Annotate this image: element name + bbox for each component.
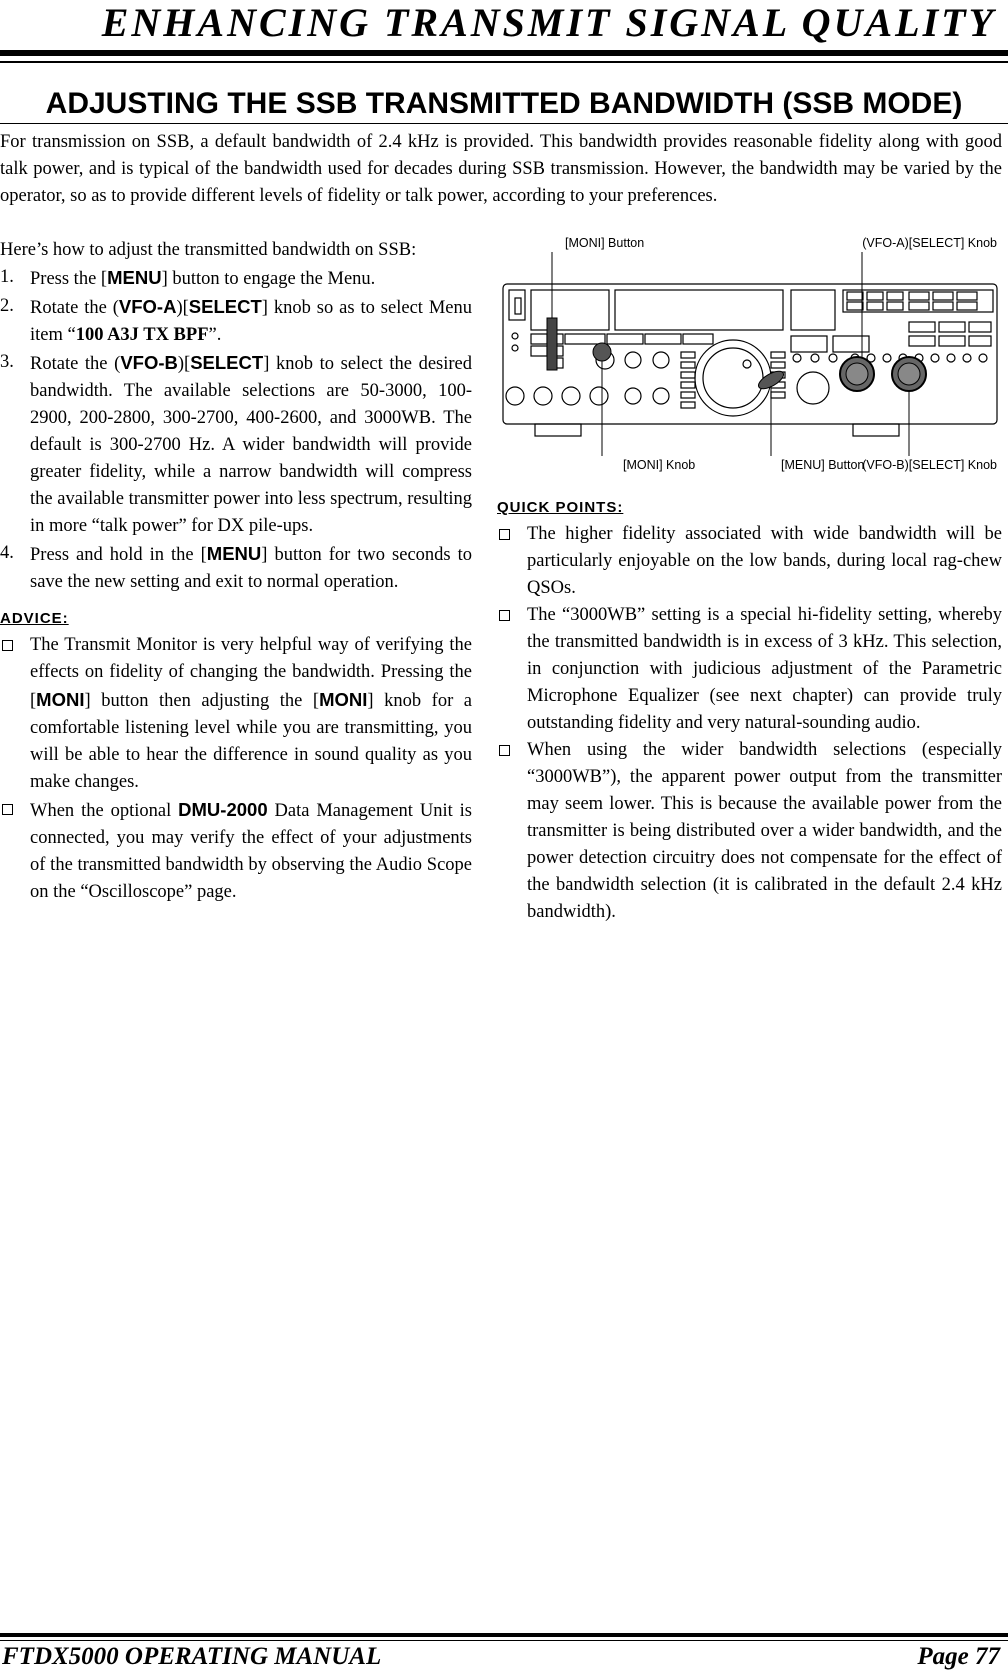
step-4: 4. Press and hold in the [MENU] button for two seconds to save the new setting and exit to normal operation. <box>0 543 472 592</box>
checkbox-icon <box>2 640 13 651</box>
advice-item: The Transmit Monitor is very helpful way of verifying the effects on fidelity of changing the bandwidth. Pressing the [MONI] button then adjusting the [MONI] knob for a comfortable listening level while you are transmitting, you will be able to hear the difference in sound quality as you make changes. <box>0 632 472 796</box>
callout-vfoa-knob: (VFO-A)[SELECT] Knob <box>862 236 997 250</box>
callout-moni-knob: [MONI] Knob <box>623 458 696 472</box>
meter <box>531 290 609 330</box>
section-title: ADJUSTING THE SSB TRANSMITTED BANDWIDTH (SSB MODE) <box>45 87 963 120</box>
checkbox-icon <box>499 745 510 756</box>
transceiver-drawing <box>495 248 1005 483</box>
footer-rule-thin <box>0 1640 1008 1641</box>
steps-list <box>0 264 472 596</box>
howto-lead: Here’s how to adjust the transmitted bandwidth on SSB: <box>0 240 417 260</box>
quick-point-item: When using the wider bandwidth selections (especially “3000WB”), the apparent power output from the transmitter may seem lower. This is because the available power from the transmitter is being distributed over a wider bandwidth, and the power detection circuitry does not compensate for the effect of the bandwidth selection (it is calibrated in the default 2.4 kHz bandwidth). <box>497 737 1002 926</box>
main-dial <box>695 340 771 416</box>
quick-points-heading: QUICK POINTS: <box>497 499 624 516</box>
power-switch <box>509 290 525 320</box>
checkbox-icon <box>2 804 13 815</box>
quick-points-list <box>497 521 1002 926</box>
page-title: ENHANCING TRANSMIT SIGNAL QUALITY <box>101 0 996 45</box>
radio-front-panel-diagram <box>495 236 1005 483</box>
foot-left <box>535 424 581 436</box>
moni-knob <box>593 343 611 361</box>
step-3: 3. Rotate the (VFO-B)[SELECT] knob to select the desired bandwidth. The available selections are 50-3000, 100-2900, 200-2800, 300-2700, 400-2600, and 3000WB. The default is 300-2700 Hz. A wider bandwidth will provide greater fidelity, while a narrow bandwidth will compress the available transmitter power into less spectrum, resulting in more “talk power” for DX pile-ups. <box>0 352 472 536</box>
intro-paragraph: For transmission on SSB, a default bandwidth of 2.4 kHz is provided. This bandwidth provides reasonable fidelity along with good talk power, and is typical of the bandwidth used for decades during SSB transmission. However, the bandwidth may be varied by the operator, so as to provide different levels of fidelity or talk power, according to your preferences. <box>0 132 1002 206</box>
checkbox-icon <box>499 529 510 540</box>
header-rule <box>0 50 1008 56</box>
section-rule <box>0 123 1008 124</box>
left-column <box>0 237 472 906</box>
step-1: 1. Press the [MENU] button to engage the Menu. <box>0 267 376 289</box>
callout-menu-button: [MENU] Button <box>781 458 865 472</box>
right-column <box>497 497 1002 926</box>
quick-point-item: The higher fidelity associated with wide bandwidth will be particularly enjoyable on the low bands, during local rag-chew QSOs. <box>497 521 1002 602</box>
footer-rule <box>0 1633 1008 1637</box>
foot-right <box>853 424 899 436</box>
quick-point-item: The “3000WB” setting is a special hi-fidelity setting, whereby the transmitted bandwidth is in excess of 3 kHz. This selection, in conjunction with judicious adjustment of the Parametric Microphone Equalizer (see next chapter) can provide truly outstanding fidelity and very natural-sounding audio. <box>497 602 1002 737</box>
main-display <box>615 290 783 330</box>
advice-item: When the optional DMU-2000 Data Management Unit is connected, you may verify the effect of your adjustments of the transmitted bandwidth by observing the Audio Scope on the “Oscilloscope” page. <box>0 796 472 906</box>
callout-vfob-knob: (VFO-B)[SELECT] Knob <box>862 458 997 472</box>
advice-heading: ADVICE: <box>0 610 69 627</box>
header-rule-thin <box>0 61 1008 63</box>
manual-title: FTDX5000 OPERATING MANUAL <box>2 1643 382 1670</box>
callout-moni-button: [MONI] Button <box>565 236 645 250</box>
checkbox-icon <box>499 610 510 621</box>
moni-button <box>547 318 557 370</box>
step-2: 2. Rotate the (VFO-A)[SELECT] knob so as to select Menu item “100 A3J TX BPF”. <box>0 296 472 345</box>
sub-display <box>791 290 835 330</box>
page-number: Page 77 <box>917 1643 1000 1670</box>
advice-list <box>0 632 472 906</box>
